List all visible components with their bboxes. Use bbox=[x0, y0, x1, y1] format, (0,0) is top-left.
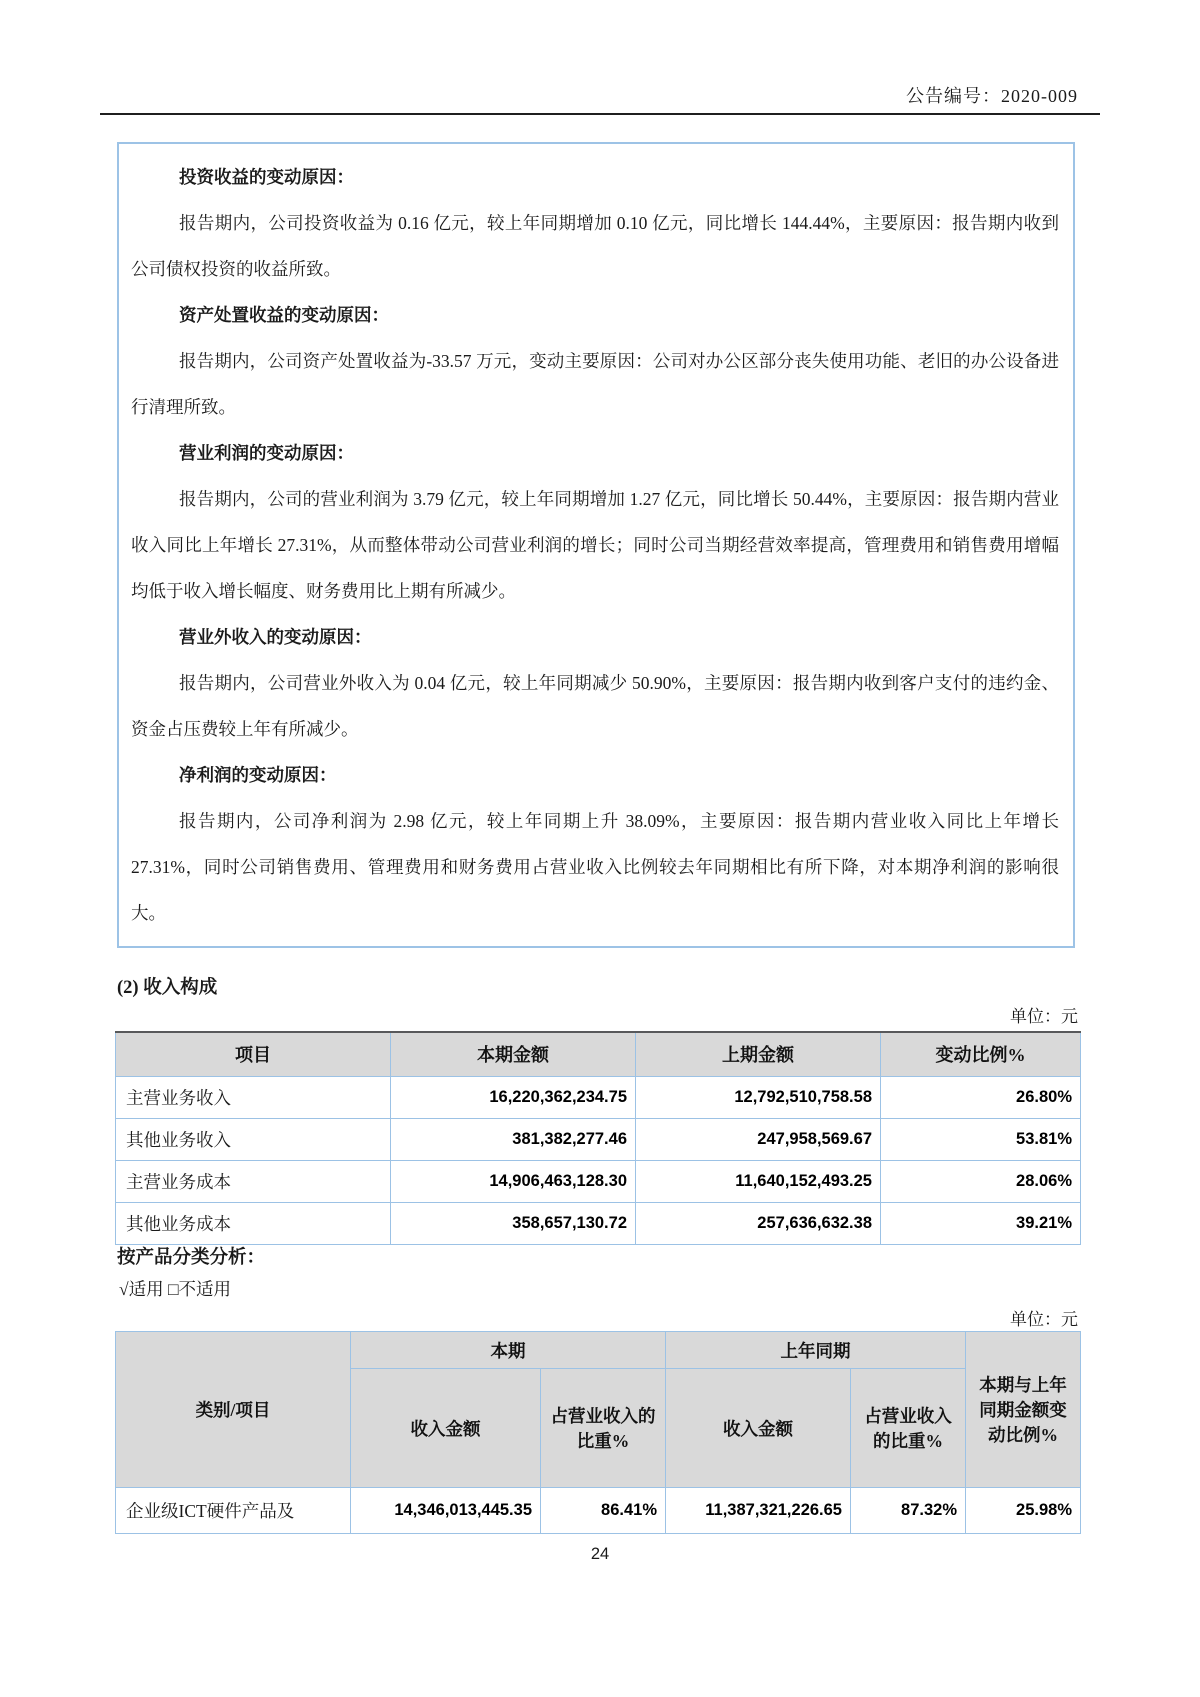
section-heading-investment-income: 投资收益的变动原因： bbox=[179, 167, 354, 187]
cell-change-ratio: 28.06% bbox=[881, 1160, 1081, 1202]
table-row bbox=[116, 1202, 1081, 1244]
column-header-revenue-share-prior: 占营业收入的比重% bbox=[851, 1369, 966, 1488]
income-composition-table bbox=[115, 1031, 1081, 1245]
column-header-change-ratio: 本期与上年同期金额变动比例% bbox=[966, 1332, 1081, 1488]
income-composition-title: (2) 收入构成 bbox=[117, 978, 218, 998]
table-row bbox=[116, 1488, 1081, 1534]
cell-current-amount: 381,382,277.46 bbox=[391, 1118, 636, 1160]
announcement-number: 公告编号：2020-009 bbox=[906, 86, 1078, 106]
cell-change-ratio: 53.81% bbox=[881, 1118, 1081, 1160]
column-header-change-ratio: 变动比例% bbox=[881, 1032, 1081, 1076]
section-body-nonoperating-income: 报告期内，公司营业外收入为 0.04 亿元，较上年同期减少 50.90%，主要原因：报告期内收到客户支付的违约金、资金占压费较上年有所减少。 bbox=[131, 673, 1059, 739]
column-header-current-amount: 本期金额 bbox=[391, 1032, 636, 1076]
section-body-operating-profit: 报告期内，公司的营业利润为 3.79 亿元，较上年同期增加 1.27 亿元，同比增长 50.44%，主要原因：报告期内营业收入同比上年增长 27.31%，从而整体带动公司营业利润的增长；同时公司当期经营效率提高，管理费用和销售费用增幅均低于收入增长幅度、财务费用比上期有所减少。 bbox=[131, 489, 1059, 601]
unit-label-product-table: 单位：元 bbox=[1010, 1310, 1078, 1329]
table-row bbox=[116, 1160, 1081, 1202]
group-header-current-period: 本期 bbox=[351, 1332, 666, 1369]
cell-prior-amount: 11,640,152,493.25 bbox=[636, 1160, 881, 1202]
unit-label-income-table: 单位：元 bbox=[1010, 1007, 1078, 1026]
column-header-income-amount-prior: 收入金额 bbox=[666, 1369, 851, 1488]
cell-prior-amount: 257,636,632.38 bbox=[636, 1202, 881, 1244]
cell-change-ratio: 26.80% bbox=[881, 1076, 1081, 1118]
cell-change-ratio: 39.21% bbox=[881, 1202, 1081, 1244]
applicable-checkline: √适用 □不适用 bbox=[119, 1279, 232, 1299]
header-divider bbox=[100, 113, 1100, 115]
product-analysis-title: 按产品分类分析： bbox=[117, 1248, 266, 1268]
column-header-item: 项目 bbox=[116, 1032, 391, 1076]
group-header-prior-period: 上年同期 bbox=[666, 1332, 966, 1369]
change-reasons-box bbox=[117, 142, 1075, 948]
cell-share-prior: 87.32% bbox=[851, 1488, 966, 1534]
column-header-revenue-share-current: 占营业收入的比重% bbox=[541, 1369, 666, 1488]
cell-income-current: 14,346,013,445.35 bbox=[351, 1488, 541, 1534]
cell-current-amount: 16,220,362,234.75 bbox=[391, 1076, 636, 1118]
row-label-product: 企业级ICT硬件产品及 bbox=[116, 1488, 351, 1534]
cell-prior-amount: 12,792,510,758.58 bbox=[636, 1076, 881, 1118]
column-header-prior-amount: 上期金额 bbox=[636, 1032, 881, 1076]
section-body-net-profit: 报告期内，公司净利润为 2.98 亿元，较上年同期上升 38.09%，主要原因：报告期内营业收入同比上年增长 27.31%，同时公司销售费用、管理费用和财务费用占营业收入比例较去年同期相比有所下降，对本期净利润的影响很大。 bbox=[131, 811, 1059, 923]
table-header-group-row bbox=[116, 1332, 1081, 1369]
section-heading-asset-disposal: 资产处置收益的变动原因： bbox=[179, 305, 389, 325]
section-body-asset-disposal: 报告期内，公司资产处置收益为-33.57 万元，变动主要原因：公司对办公区部分丧失使用功能、老旧的办公设备进行清理所致。 bbox=[131, 351, 1059, 417]
table-header-row bbox=[116, 1032, 1081, 1076]
product-category-table bbox=[115, 1331, 1081, 1534]
table-row bbox=[116, 1076, 1081, 1118]
cell-share-current: 86.41% bbox=[541, 1488, 666, 1534]
section-heading-net-profit: 净利润的变动原因： bbox=[179, 765, 337, 785]
page-number: 24 bbox=[590, 1545, 610, 1563]
section-body-investment-income: 报告期内，公司投资收益为 0.16 亿元，较上年同期增加 0.10 亿元，同比增长 144.44%，主要原因：报告期内收到公司债权投资的收益所致。 bbox=[131, 213, 1059, 279]
cell-prior-amount: 247,958,569.67 bbox=[636, 1118, 881, 1160]
row-label: 主营业务收入 bbox=[116, 1076, 391, 1118]
cell-current-amount: 14,906,463,128.30 bbox=[391, 1160, 636, 1202]
row-label: 其他业务收入 bbox=[116, 1118, 391, 1160]
table-row bbox=[116, 1118, 1081, 1160]
column-header-category: 类别/项目 bbox=[116, 1332, 351, 1488]
cell-current-amount: 358,657,130.72 bbox=[391, 1202, 636, 1244]
column-header-income-amount-current: 收入金额 bbox=[351, 1369, 541, 1488]
section-heading-operating-profit: 营业利润的变动原因： bbox=[179, 443, 354, 463]
row-label: 其他业务成本 bbox=[116, 1202, 391, 1244]
cell-change-ratio: 25.98% bbox=[966, 1488, 1081, 1534]
row-label: 主营业务成本 bbox=[116, 1160, 391, 1202]
section-heading-nonoperating-income: 营业外收入的变动原因： bbox=[179, 627, 372, 647]
cell-income-prior: 11,387,321,226.65 bbox=[666, 1488, 851, 1534]
